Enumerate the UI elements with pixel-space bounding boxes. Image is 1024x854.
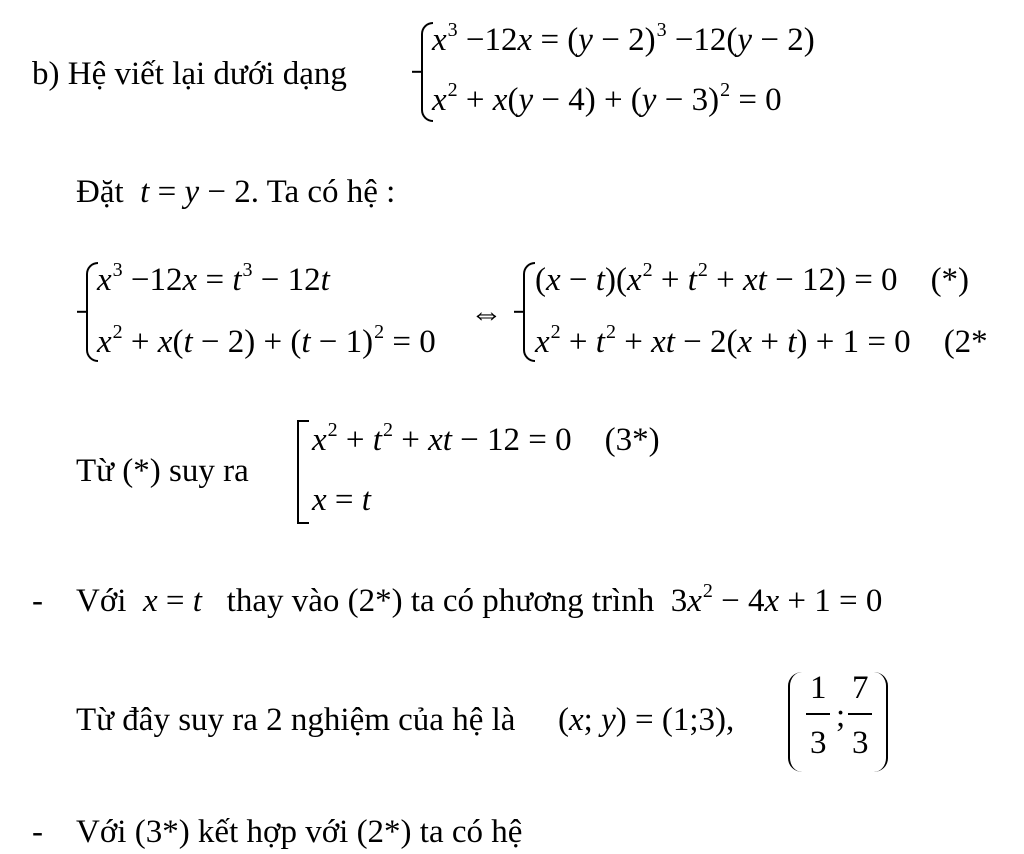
equation: $x^3 -12x = (y - 2)^3 -12(y - 2)$ xyxy=(432,19,815,58)
substitution-tail: . Ta có hệ : xyxy=(250,174,396,210)
equation: $x^3 -12x = t^3 - 12t$ xyxy=(97,259,330,298)
equivalence-symbol: ⇔ xyxy=(470,296,503,332)
fraction-numerator: 1 xyxy=(810,670,827,706)
fraction-denominator: 3 xyxy=(852,725,869,761)
equation: $x^2 + t^2$ + xt − 2(x + t) + 1 = 0 (2* xyxy=(535,321,988,360)
equation: (x; y) = (1;3), xyxy=(558,702,735,738)
equation: x = t xyxy=(312,482,371,518)
case-3star-text: Với (3*) kết hợp với (2*) ta có hệ xyxy=(76,814,523,850)
fraction-numerator: 7 xyxy=(852,670,869,706)
case-bracket xyxy=(297,420,309,524)
fraction-bar xyxy=(848,713,872,715)
system-brace xyxy=(523,262,535,362)
case-xt-lead: Với xyxy=(76,583,127,619)
equation-tag: (2* xyxy=(943,324,988,360)
equation-tag: (*) xyxy=(930,262,970,298)
list-dash: - xyxy=(32,583,43,619)
right-parenthesis xyxy=(874,672,888,772)
from-star-lead: Từ (*) suy ra xyxy=(76,453,249,489)
equation: $x^2 + x(t - 2) + (t - 1)^2 = 0$ xyxy=(97,321,436,360)
solutions-lead: Từ đây suy ra 2 nghiệm của hệ là xyxy=(76,702,516,738)
separator: ; xyxy=(836,698,846,734)
case-xt-mid: thay vào (2*) ta có phương trình xyxy=(226,583,655,619)
fraction-bar xyxy=(806,713,830,715)
substitution-line: Đặt t = y − 2. Ta có hệ : xyxy=(76,174,396,210)
equation: $x^2 + t^2$ + xt − 12 = 0 (3*) xyxy=(312,419,660,458)
fraction-denominator: 3 xyxy=(810,725,827,761)
equation-tag: (3*) xyxy=(604,422,660,458)
list-dash: - xyxy=(32,814,43,850)
case-xt-line: Với x = t thay vào (2*) ta có phương trình $3x^2 - 4x + 1 = 0$ xyxy=(76,580,883,619)
left-parenthesis xyxy=(788,672,802,772)
line-b-lead: b) Hệ viết lại dưới dạng xyxy=(32,56,347,92)
equation: $(x - t)(x^2 + t^2$ + xt − 12) = 0 (*) xyxy=(535,259,970,298)
equation: $x^2 + x(y - 4) + (y - 3)^2 = 0$ xyxy=(432,79,782,118)
substitution-lead: Đặt xyxy=(76,174,124,210)
